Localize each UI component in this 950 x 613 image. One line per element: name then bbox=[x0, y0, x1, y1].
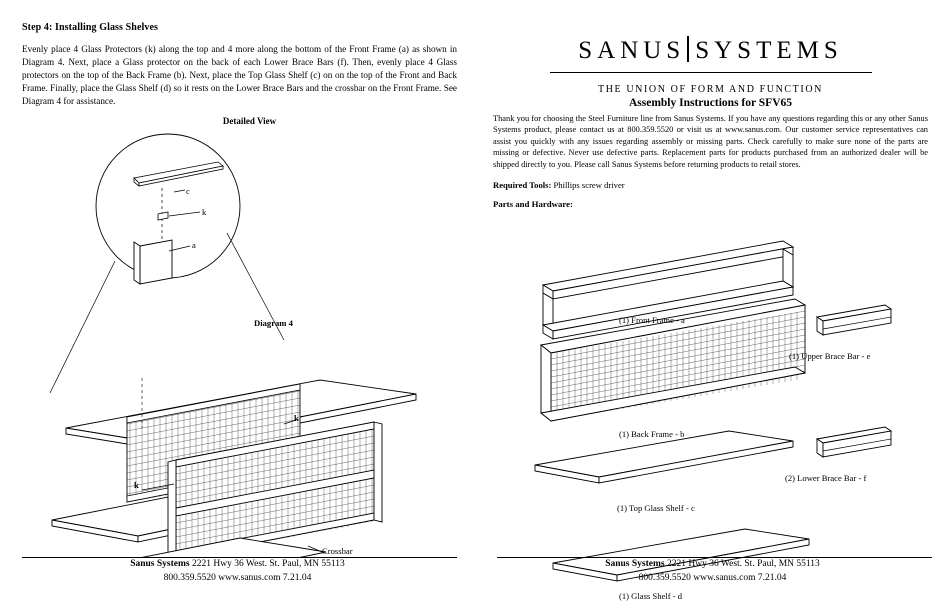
parts-and-hardware-header: Parts and Hardware: bbox=[493, 199, 573, 210]
brand-divider-bar bbox=[687, 36, 689, 62]
left-footer-address: 2221 Hwy 36 West. St. Paul, MN 55113 bbox=[191, 559, 345, 570]
right-footer-company: Sanus Systems bbox=[605, 559, 665, 570]
detailed-view-label: Detailed View bbox=[222, 116, 277, 127]
part-caption-front-frame: (1) Front Frame - a bbox=[619, 315, 685, 326]
part-caption-lower-brace-bar: (2) Lower Brace Bar - f bbox=[785, 473, 867, 484]
brand-systems: SYSTEMS bbox=[695, 37, 843, 64]
right-footer-address: 2221 Hwy 36 West. St. Paul, MN 55113 bbox=[666, 559, 820, 570]
brand-underline bbox=[550, 72, 872, 73]
part-caption-glass-shelf: (1) Glass Shelf - d bbox=[619, 591, 683, 602]
diagram-4-illustration bbox=[22, 128, 458, 558]
left-footer bbox=[0, 558, 475, 586]
right-footer-contact: 800.359.5520 www.sanus.com 7.21.04 bbox=[638, 573, 787, 584]
callout-k-lower: k bbox=[134, 480, 139, 491]
tagline: THE UNION OF FORM AND FUNCTION bbox=[598, 84, 823, 95]
step-title: Step 4: Installing Glass Shelves bbox=[22, 22, 159, 33]
required-tools-label: Required Tools: bbox=[493, 180, 552, 191]
left-footer-company: Sanus Systems bbox=[130, 559, 190, 570]
callout-a: a bbox=[192, 240, 196, 251]
left-footer-contact: 800.359.5520 www.sanus.com 7.21.04 bbox=[163, 573, 312, 584]
callout-c: c bbox=[186, 186, 190, 197]
required-tools bbox=[493, 180, 928, 190]
part-caption-upper-brace-bar: (1) Upper Brace Bar - e bbox=[789, 351, 871, 362]
callout-k-main: k bbox=[294, 413, 299, 424]
brand-sanus: SANUS bbox=[578, 37, 686, 64]
right-footer bbox=[475, 558, 950, 586]
part-caption-back-frame: (1) Back Frame - b bbox=[619, 429, 685, 440]
parts-illustrations bbox=[493, 213, 929, 613]
callout-k-detail: k bbox=[202, 207, 207, 218]
callout-crossbar: Crossbar bbox=[322, 546, 353, 557]
brand-logo bbox=[493, 36, 928, 65]
part-caption-top-glass-shelf: (1) Top Glass Shelf - c bbox=[617, 503, 695, 514]
assembly-title: Assembly Instructions for SFV65 bbox=[628, 97, 793, 109]
right-page bbox=[475, 0, 950, 602]
left-page bbox=[0, 0, 475, 602]
step-instructions: Evenly place 4 Glass Protectors (k) along the top and 4 more along the bottom of the Front Frame (a) as shown in Diagram 4. Next, place a Glass protector on the back of each Lower Brace Bars (f). Then, evenly place 4 Glass protectors on the top of the Back Frame (b). Next, place the Top Glass Shelf (c) on on the top of the Front and Back Frame. Finally, place the Glass Shelf (d) so it rests on the Lower Brace Bars and the crossbar on the Front Frame. See Diagram 4 for assistance. bbox=[22, 44, 457, 107]
intro-paragraph: Thank you for choosing the Steel Furniture line from Sanus Systems. If you have any questions regarding this or any other Sanus Systems product, please contact us at 800.359.5520 or visit us at www.sanus.com. Our customer service representatives can assist you quickly with any issues regarding assembly or missing parts. Check carefully to make sure none of the parts are missing or defective. Never use defective parts. Replacement parts for products purchased from an authorized dealer will be shipped directly to you. Please call Sanus Systems before returning products to retail stores. bbox=[493, 114, 928, 169]
required-tools-value: Phillips screw driver bbox=[553, 180, 625, 191]
diagram-label: Diagram 4 bbox=[254, 318, 293, 329]
